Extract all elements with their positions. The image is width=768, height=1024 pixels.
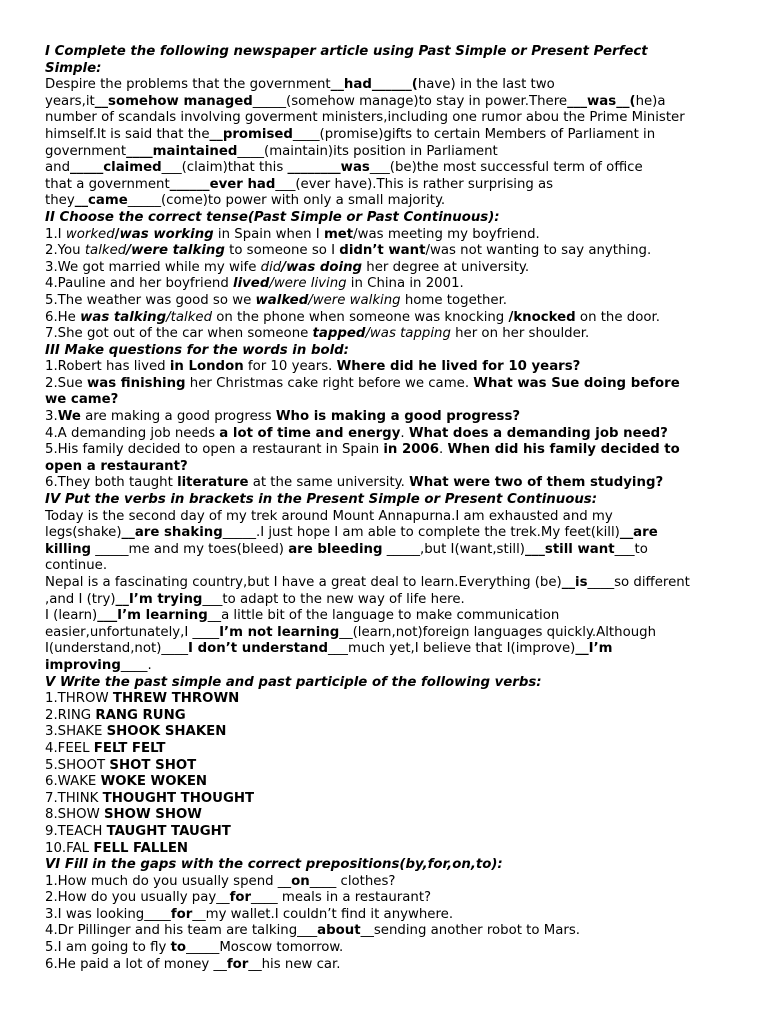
text-span: ____(maintain)its position in Parliament bbox=[237, 143, 498, 159]
text-line bbox=[45, 575, 725, 592]
text-span: __(learn,not)foreign languages quickly.Although bbox=[339, 624, 657, 640]
text-line bbox=[45, 293, 725, 310]
text-span: ___to adapt to the new way of life here. bbox=[202, 591, 465, 607]
emphasis-span: ______ever had bbox=[169, 176, 276, 192]
text-line bbox=[45, 442, 725, 459]
emphasis-span: talked bbox=[84, 243, 127, 259]
text-span: 3.I was looking____ bbox=[45, 906, 171, 922]
emphasis-span: tapped bbox=[312, 326, 366, 342]
text-line bbox=[45, 359, 725, 376]
text-span: on the phone when someone was knocking bbox=[212, 309, 509, 325]
text-line bbox=[45, 907, 725, 924]
text-span: . bbox=[439, 442, 448, 458]
text-line bbox=[45, 392, 725, 409]
text-span: government bbox=[45, 143, 127, 159]
emphasis-span: __are shaking bbox=[121, 525, 223, 541]
text-span: 4.Dr Pillinger and his team are talking___ bbox=[45, 923, 318, 939]
emphasis-span: __I’m bbox=[575, 641, 613, 657]
text-span: 1.THROW bbox=[45, 691, 113, 707]
text-span: on the door. bbox=[575, 309, 660, 325]
text-span: continue. bbox=[45, 558, 108, 574]
text-line bbox=[45, 841, 725, 858]
text-span: Nepal is a fascinating country,but I have a great deal to learn.Everything (be) bbox=[45, 575, 562, 590]
text-span: 3.We got married while my wife bbox=[45, 259, 261, 275]
text-span: _____(somehow manage)to stay in power.There bbox=[252, 93, 568, 109]
emphasis-span: was working bbox=[119, 226, 214, 242]
text-span: number of scandals involving goverment ministers,including one rumor abou the Prime Minister bbox=[45, 110, 685, 126]
emphasis-span: __I’m trying bbox=[115, 591, 203, 607]
emphasis-span: was finishing bbox=[86, 375, 186, 391]
emphasis-span: ____maintained bbox=[126, 143, 238, 159]
worksheet-document bbox=[45, 44, 725, 973]
text-line bbox=[45, 824, 725, 841]
text-line bbox=[45, 741, 725, 758]
emphasis-span: I don’t understand bbox=[188, 641, 328, 657]
emphasis-span: /was tapping bbox=[365, 326, 451, 342]
emphasis-span: open a restaurant? bbox=[45, 458, 188, 474]
text-line bbox=[45, 923, 725, 940]
text-span: 5.The weather was good so we bbox=[45, 292, 256, 308]
text-line bbox=[45, 658, 725, 675]
text-span: 6.WAKE bbox=[45, 774, 101, 790]
emphasis-span: RANG RUNG bbox=[95, 707, 186, 723]
emphasis-span: I’m not learning bbox=[219, 624, 340, 640]
emphasis-span: ___I’m learning bbox=[97, 608, 208, 624]
text-span: 6.He paid a lot of money __ bbox=[45, 956, 227, 972]
text-span: I(understand,not)____ bbox=[45, 641, 188, 657]
text-line bbox=[45, 177, 725, 194]
emphasis-span: SHOOK SHAKEN bbox=[106, 724, 227, 740]
text-line bbox=[45, 243, 725, 260]
emphasis-span: /knocked bbox=[508, 309, 576, 325]
section-heading bbox=[45, 343, 725, 360]
text-span: V Write the past simple and past participle of the following verbs: bbox=[45, 674, 542, 690]
text-line bbox=[45, 724, 725, 741]
text-span: /was meeting my boyfriend. bbox=[353, 226, 540, 242]
text-span: 4.FEEL bbox=[45, 740, 94, 756]
emphasis-span: ___was__( bbox=[567, 93, 636, 109]
emphasis-span: __had______( bbox=[330, 77, 418, 93]
emphasis-span: we came? bbox=[45, 392, 119, 408]
emphasis-span: __somehow managed bbox=[94, 93, 253, 109]
emphasis-span: What were two of them studying? bbox=[409, 475, 664, 491]
emphasis-span: __are bbox=[619, 525, 658, 541]
emphasis-span: in London bbox=[169, 359, 244, 375]
text-span: II Choose the correct tense(Past Simple or Past Continuous): bbox=[45, 209, 500, 225]
section-heading bbox=[45, 857, 725, 874]
text-line bbox=[45, 940, 725, 957]
emphasis-span: didn’t want bbox=[339, 243, 426, 259]
emphasis-span: __is bbox=[561, 575, 588, 590]
text-span: I (learn) bbox=[45, 608, 98, 624]
section-heading bbox=[45, 675, 725, 692]
emphasis-span: was talking bbox=[80, 309, 167, 325]
text-span: 2.You bbox=[45, 243, 85, 259]
text-span: 10.FAL bbox=[45, 840, 94, 856]
emphasis-span: about bbox=[317, 923, 361, 939]
text-span: __a little bit of the language to make communication bbox=[207, 608, 560, 624]
text-span: they bbox=[45, 193, 75, 209]
emphasis-span: walked bbox=[255, 292, 309, 308]
text-line bbox=[45, 326, 725, 343]
text-span: in China in 2001. bbox=[346, 276, 464, 292]
emphasis-span: /was doing bbox=[281, 259, 363, 275]
section-heading bbox=[45, 210, 725, 227]
text-span: ____. bbox=[120, 657, 152, 673]
text-line bbox=[45, 509, 725, 526]
text-span: 5.His family decided to open a restaurant in Spain bbox=[45, 442, 384, 458]
emphasis-span: When did his family decided to bbox=[447, 442, 680, 458]
emphasis-span: /talked bbox=[166, 309, 213, 325]
text-line bbox=[45, 376, 725, 393]
text-span: her degree at university. bbox=[362, 259, 530, 275]
text-span: __his new car. bbox=[248, 956, 341, 972]
text-span: 1.Robert has lived bbox=[45, 359, 170, 375]
text-span: _____,but I(want,still) bbox=[382, 541, 525, 557]
text-span: ,and I (try) bbox=[45, 591, 116, 607]
emphasis-span: TAUGHT TAUGHT bbox=[106, 823, 231, 839]
text-span: _____(come)to power with only a small majority. bbox=[127, 193, 446, 209]
emphasis-span: Where did he lived for 10 years? bbox=[336, 359, 581, 375]
text-span: himself.It is said that the bbox=[45, 126, 210, 142]
text-span: he)a bbox=[635, 93, 666, 109]
emphasis-span: improving bbox=[45, 657, 121, 673]
text-line bbox=[45, 227, 725, 244]
emphasis-span: for bbox=[229, 890, 252, 906]
emphasis-span: __promised bbox=[209, 126, 293, 142]
text-span: 7.THINK bbox=[45, 790, 103, 806]
emphasis-span: worked bbox=[65, 226, 115, 242]
text-span: to someone so I bbox=[224, 243, 340, 259]
text-line bbox=[45, 426, 725, 443]
text-span: and bbox=[45, 160, 71, 176]
section-heading bbox=[45, 61, 725, 78]
text-line bbox=[45, 758, 725, 775]
text-line bbox=[45, 310, 725, 327]
text-span: Simple: bbox=[45, 60, 102, 76]
text-line bbox=[45, 475, 725, 492]
text-span: 8.SHOW bbox=[45, 807, 104, 823]
emphasis-span: met bbox=[323, 226, 354, 242]
emphasis-span: Who is making a good progress? bbox=[275, 409, 521, 425]
text-line bbox=[45, 144, 725, 161]
text-span: 4.Pauline and her boyfriend bbox=[45, 276, 234, 292]
text-line bbox=[45, 608, 725, 625]
text-span: for 10 years. bbox=[243, 359, 337, 375]
text-span: . bbox=[400, 425, 409, 441]
text-span: 7.She got out of the car when someone bbox=[45, 326, 313, 342]
text-span: ____(promise)gifts to certain Members of Parliament in bbox=[292, 126, 656, 142]
emphasis-span: to bbox=[170, 940, 187, 956]
text-span: 3. bbox=[45, 409, 58, 425]
text-span: 1.I bbox=[45, 226, 66, 242]
text-line bbox=[45, 193, 725, 210]
text-span: easier,unfortunately,I ____ bbox=[45, 624, 220, 640]
text-span: 6.He bbox=[45, 309, 81, 325]
emphasis-span: /were talking bbox=[126, 243, 225, 259]
text-line bbox=[45, 276, 725, 293]
text-span: ___to bbox=[614, 541, 648, 557]
text-line bbox=[45, 409, 725, 426]
text-span: ___(ever have).This is rather surprising as bbox=[275, 176, 554, 192]
text-line bbox=[45, 641, 725, 658]
text-line bbox=[45, 874, 725, 891]
emphasis-span: a lot of time and energy bbox=[219, 425, 401, 441]
text-line bbox=[45, 592, 725, 609]
emphasis-span: _____claimed bbox=[70, 160, 162, 176]
text-span: 1.How much do you usually spend __ bbox=[45, 873, 292, 889]
text-line bbox=[45, 77, 725, 94]
text-span: 5.I am going to fly bbox=[45, 940, 171, 956]
text-span: legs(shake) bbox=[45, 525, 122, 541]
text-span: ____ clothes? bbox=[309, 873, 396, 889]
text-span: __sending another robot to Mars. bbox=[360, 923, 580, 939]
emphasis-span: are bleeding bbox=[288, 541, 383, 557]
emphasis-span: for bbox=[226, 956, 249, 972]
text-span: her on her shoulder. bbox=[450, 326, 590, 342]
text-span: 2.Sue bbox=[45, 375, 87, 391]
text-span: IV Put the verbs in brackets in the Present Simple or Present Continuous: bbox=[45, 492, 598, 508]
emphasis-span: We bbox=[57, 409, 81, 425]
text-span: home together. bbox=[400, 292, 508, 308]
text-span: 5.SHOOT bbox=[45, 757, 110, 773]
text-span: _____.I just hope I am able to complete the trek.My feet(kill) bbox=[222, 525, 620, 541]
text-line bbox=[45, 160, 725, 177]
text-span: in Spain when I bbox=[213, 226, 324, 242]
text-line bbox=[45, 890, 725, 907]
text-span: that a government bbox=[45, 176, 170, 192]
text-span: have) in the last two bbox=[417, 77, 555, 93]
text-span: 3.SHAKE bbox=[45, 724, 107, 740]
text-span: 4.A demanding job needs bbox=[45, 425, 220, 441]
text-span: 6.They both taught bbox=[45, 475, 178, 491]
text-line bbox=[45, 625, 725, 642]
emphasis-span: /were living bbox=[269, 276, 347, 292]
text-span: at the same university. bbox=[248, 475, 410, 491]
text-line bbox=[45, 110, 725, 127]
text-line bbox=[45, 525, 725, 542]
emphasis-span: WOKE WOKEN bbox=[100, 774, 208, 790]
emphasis-span: /were walking bbox=[308, 292, 401, 308]
emphasis-span: killing bbox=[45, 541, 92, 557]
text-line bbox=[45, 260, 725, 277]
text-span: ____so different bbox=[587, 575, 690, 590]
text-line bbox=[45, 708, 725, 725]
emphasis-span: THOUGHT THOUGHT bbox=[102, 790, 255, 806]
text-line bbox=[45, 558, 725, 575]
emphasis-span: in 2006 bbox=[383, 442, 440, 458]
text-span: _____me and my toes(bleed) bbox=[91, 541, 289, 557]
text-span: /was not wanting to say anything. bbox=[425, 243, 652, 259]
emphasis-span: FELL FALLEN bbox=[93, 840, 189, 856]
text-span: _____Moscow tomorrow. bbox=[186, 940, 344, 956]
emphasis-span: did bbox=[260, 259, 282, 275]
text-span: are making a good progress bbox=[80, 409, 276, 425]
emphasis-span: literature bbox=[177, 475, 249, 491]
text-line bbox=[45, 459, 725, 476]
text-span: Today is the second day of my trek around Mount Annapurna.I am exhausted and my bbox=[45, 508, 613, 524]
emphasis-span: THREW THROWN bbox=[112, 691, 240, 707]
emphasis-span: What does a demanding job need? bbox=[408, 425, 668, 441]
text-span: Despire the problems that the government bbox=[45, 77, 331, 93]
emphasis-span: / bbox=[114, 226, 120, 242]
emphasis-span: __came bbox=[74, 193, 128, 209]
text-line bbox=[45, 691, 725, 708]
emphasis-span: for bbox=[170, 906, 193, 922]
section-heading bbox=[45, 492, 725, 509]
emphasis-span: SHOW SHOW bbox=[103, 807, 202, 823]
emphasis-span: FELT FELT bbox=[93, 740, 166, 756]
emphasis-span: SHOT SHOT bbox=[109, 757, 197, 773]
text-line bbox=[45, 774, 725, 791]
text-line bbox=[45, 127, 725, 144]
text-line bbox=[45, 807, 725, 824]
emphasis-span: lived bbox=[233, 276, 270, 292]
text-line bbox=[45, 542, 725, 559]
text-line bbox=[45, 957, 725, 974]
text-line bbox=[45, 791, 725, 808]
text-span: ___much yet,I believe that I(improve) bbox=[328, 641, 576, 657]
text-span: ___(be)the most successful term of office bbox=[369, 160, 643, 176]
section-heading bbox=[45, 44, 725, 61]
text-span: 9.TEACH bbox=[45, 823, 107, 839]
text-span: 2.How do you usually pay__ bbox=[45, 890, 230, 906]
text-span: 2.RING bbox=[45, 707, 96, 723]
emphasis-span: What was Sue doing before bbox=[473, 375, 680, 391]
text-span: __my wallet.I couldn’t find it anywhere. bbox=[192, 906, 454, 922]
text-span: years,it bbox=[45, 93, 95, 109]
emphasis-span: ________was bbox=[287, 160, 370, 176]
text-span: her Christmas cake right before we came. bbox=[185, 375, 474, 391]
text-line bbox=[45, 94, 725, 111]
text-span: VI Fill in the gaps with the correct prepositions(by,for,on,to): bbox=[45, 857, 503, 873]
text-span: I Complete the following newspaper article using Past Simple or Present Perfect bbox=[45, 44, 648, 59]
text-span: ___(claim)that this bbox=[161, 160, 288, 176]
emphasis-span: on bbox=[291, 873, 310, 889]
text-span: III Make questions for the words in bold: bbox=[45, 342, 349, 358]
text-span: ____ meals in a restaurant? bbox=[251, 890, 432, 906]
emphasis-span: ___still want bbox=[524, 541, 615, 557]
